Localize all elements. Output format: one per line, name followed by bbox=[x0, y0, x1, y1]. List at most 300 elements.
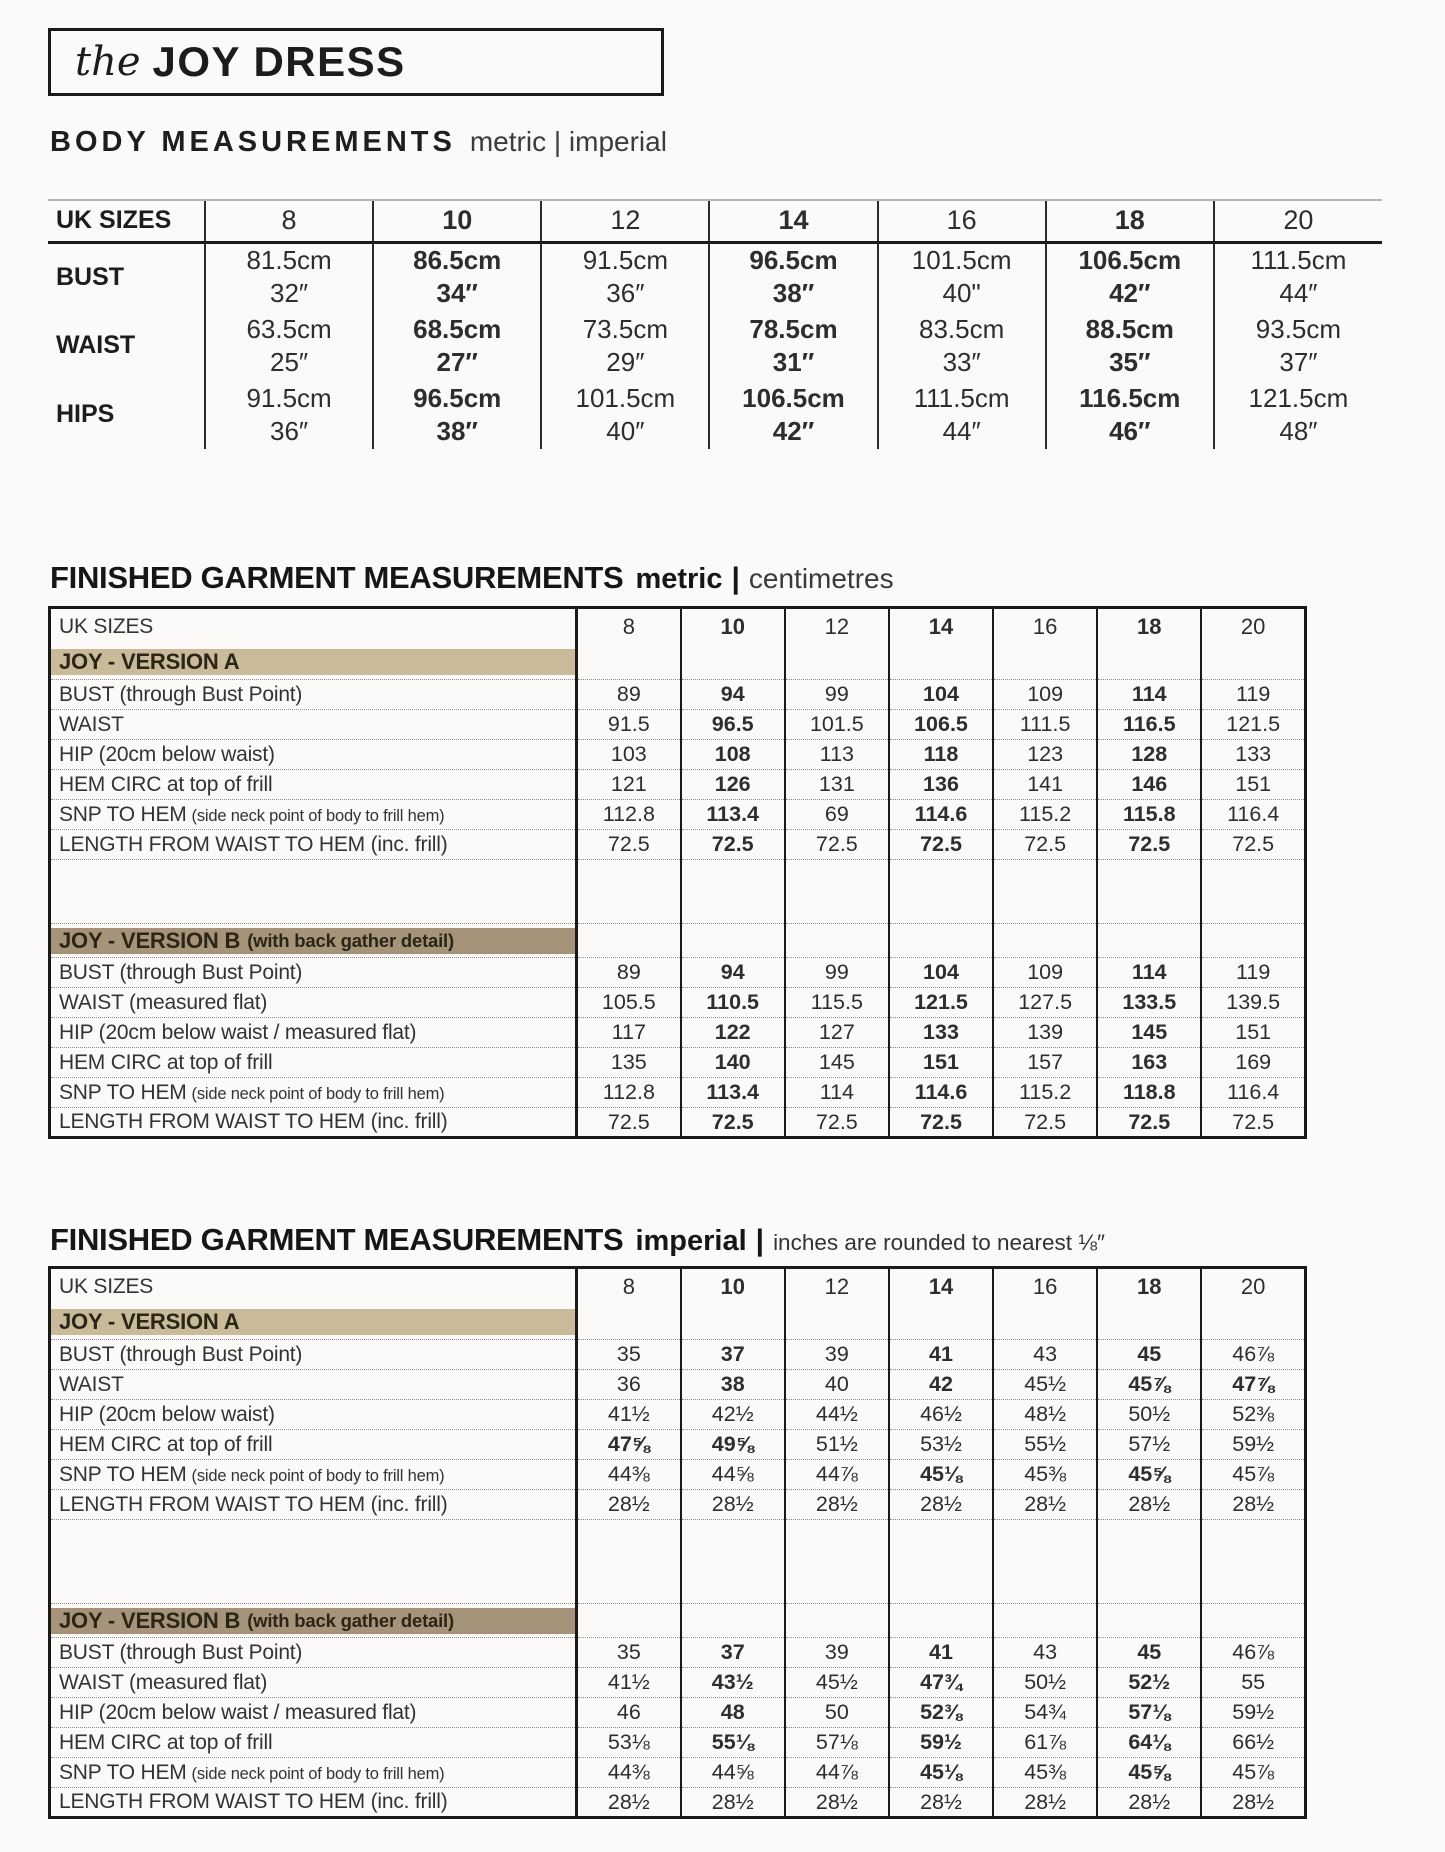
spacer-cell bbox=[681, 1520, 785, 1604]
value-cell bbox=[1046, 380, 1214, 449]
value-cell: 145 bbox=[785, 1048, 889, 1078]
cm-value: 63.5cm bbox=[246, 313, 332, 344]
value-cell: 42½ bbox=[681, 1400, 785, 1430]
value-cell: 139.5 bbox=[1201, 988, 1305, 1018]
uk-sizes-label: UK SIZES bbox=[50, 608, 577, 646]
finished-table bbox=[48, 606, 1307, 1139]
row-label-cell bbox=[50, 680, 577, 710]
value-cell: 28½ bbox=[577, 1490, 681, 1520]
table-row bbox=[48, 380, 1382, 449]
value-cell: 37 bbox=[681, 1340, 785, 1370]
empty-cell bbox=[1097, 646, 1201, 680]
inch-value: 38″ bbox=[436, 415, 478, 446]
table-row bbox=[50, 1400, 1306, 1430]
value-cell: 59½ bbox=[1201, 1698, 1305, 1728]
empty-cell bbox=[993, 646, 1097, 680]
inch-value: 33″ bbox=[942, 346, 981, 377]
value-cell bbox=[541, 380, 709, 449]
value-cell bbox=[878, 380, 1046, 449]
value-cell: 116.4 bbox=[1201, 800, 1305, 830]
row-label-cell bbox=[50, 1078, 577, 1108]
table-row bbox=[50, 1758, 1306, 1788]
size-header-cell: 12 bbox=[785, 1268, 889, 1306]
table-row bbox=[50, 1638, 1306, 1668]
value-cell: 114 bbox=[1097, 680, 1201, 710]
empty-cell bbox=[993, 924, 1097, 958]
value-cell: 45½ bbox=[993, 1370, 1097, 1400]
value-cell: 115.2 bbox=[993, 800, 1097, 830]
value-cell: 121.5 bbox=[889, 988, 993, 1018]
row-label-cell bbox=[50, 1340, 577, 1370]
value-cell: 45⅞ bbox=[1201, 1460, 1305, 1490]
value-cell: 52⅜ bbox=[1201, 1400, 1305, 1430]
page-title: JOY DRESS bbox=[152, 38, 406, 85]
size-header-cell: 14 bbox=[889, 1268, 993, 1306]
metric-heading-title: FINISHED GARMENT MEASUREMENTS bbox=[50, 560, 624, 595]
empty-cell bbox=[785, 1306, 889, 1340]
row-label: BUST (through Bust Point) bbox=[59, 682, 303, 706]
value-cell: 113 bbox=[785, 740, 889, 770]
row-label: HIP (20cm below waist) bbox=[59, 1402, 275, 1426]
version-band-row bbox=[50, 1306, 1306, 1340]
value-cell: 112.8 bbox=[577, 1078, 681, 1108]
inch-value: 38″ bbox=[772, 278, 815, 309]
value-cell: 64⅛ bbox=[1097, 1728, 1201, 1758]
body-table bbox=[48, 201, 1382, 449]
inch-value: 37″ bbox=[1279, 346, 1318, 377]
value-cell: 39 bbox=[785, 1638, 889, 1668]
row-label-cell bbox=[50, 770, 577, 800]
value-cell: 146 bbox=[1097, 770, 1201, 800]
size-header-cell: 18 bbox=[1046, 201, 1214, 242]
table-row bbox=[48, 242, 1382, 311]
cm-value: 101.5cm bbox=[575, 382, 676, 413]
version-band-row bbox=[50, 924, 1306, 958]
value-cell: 46⅞ bbox=[1201, 1638, 1305, 1668]
row-label-cell bbox=[50, 1430, 577, 1460]
cm-value: 91.5cm bbox=[582, 245, 668, 276]
value-cell: 45⅝ bbox=[1097, 1460, 1201, 1490]
value-cell: 119 bbox=[1201, 958, 1305, 988]
imperial-heading-unit: imperial bbox=[635, 1225, 747, 1257]
value-cell: 47⅞ bbox=[1201, 1370, 1305, 1400]
value-cell bbox=[1046, 242, 1214, 311]
value-cell: 28½ bbox=[1201, 1788, 1305, 1818]
value-cell: 43 bbox=[993, 1340, 1097, 1370]
metric-garment-table bbox=[48, 606, 1307, 1139]
row-label-cell bbox=[50, 1048, 577, 1078]
spacer-cell bbox=[1201, 1520, 1305, 1604]
value-cell: 126 bbox=[681, 770, 785, 800]
empty-cell bbox=[577, 646, 681, 680]
empty-cell bbox=[1201, 1306, 1305, 1340]
value-cell: 103 bbox=[577, 740, 681, 770]
value-cell: 44⅝ bbox=[681, 1758, 785, 1788]
value-cell: 114.6 bbox=[889, 1078, 993, 1108]
spacer-row bbox=[50, 1520, 1306, 1604]
metric-heading-pipe: | bbox=[731, 562, 740, 595]
uk-sizes-label: UK SIZES bbox=[50, 1268, 577, 1306]
row-label-cell bbox=[50, 830, 577, 860]
value-cell: 41½ bbox=[577, 1668, 681, 1698]
empty-cell bbox=[577, 1306, 681, 1340]
empty-cell bbox=[993, 1604, 1097, 1638]
value-cell: 44½ bbox=[785, 1400, 889, 1430]
version-band-label: JOY - VERSION A bbox=[59, 1309, 240, 1335]
empty-cell bbox=[681, 924, 785, 958]
title-the: the bbox=[75, 39, 141, 85]
value-cell: 104 bbox=[889, 680, 993, 710]
value-cell: 72.5 bbox=[577, 830, 681, 860]
size-header-cell: 8 bbox=[577, 1268, 681, 1306]
value-cell: 72.5 bbox=[889, 1108, 993, 1138]
value-cell: 72.5 bbox=[681, 1108, 785, 1138]
size-header-cell: 16 bbox=[878, 201, 1046, 242]
spacer-cell bbox=[577, 1520, 681, 1604]
value-cell: 115.8 bbox=[1097, 800, 1201, 830]
size-header-cell: 14 bbox=[709, 201, 877, 242]
value-cell: 45⅞ bbox=[1201, 1758, 1305, 1788]
inch-value: 48″ bbox=[1279, 415, 1318, 446]
value-cell: 72.5 bbox=[1201, 1108, 1305, 1138]
table-row bbox=[50, 1018, 1306, 1048]
row-label-cell bbox=[50, 1370, 577, 1400]
table-row bbox=[50, 1048, 1306, 1078]
spacer-cell bbox=[1097, 860, 1201, 924]
imperial-heading-pipe: | bbox=[755, 1224, 765, 1257]
value-cell: 48 bbox=[681, 1698, 785, 1728]
value-cell: 72.5 bbox=[1097, 830, 1201, 860]
cm-value: 106.5cm bbox=[742, 382, 845, 413]
cm-value: 86.5cm bbox=[413, 245, 502, 276]
version-band bbox=[51, 649, 575, 675]
value-cell: 52½ bbox=[1097, 1668, 1201, 1698]
value-cell: 40 bbox=[785, 1370, 889, 1400]
value-cell: 59½ bbox=[889, 1728, 993, 1758]
cm-value: 81.5cm bbox=[246, 245, 332, 276]
value-cell: 116.5 bbox=[1097, 710, 1201, 740]
inch-value: 29″ bbox=[606, 346, 645, 377]
value-cell: 44⅞ bbox=[785, 1758, 889, 1788]
value-cell: 69 bbox=[785, 800, 889, 830]
value-cell: 28½ bbox=[889, 1490, 993, 1520]
row-label-cell bbox=[50, 958, 577, 988]
empty-cell bbox=[577, 1604, 681, 1638]
row-label-cell bbox=[50, 740, 577, 770]
body-measurements-table bbox=[48, 201, 1382, 449]
value-cell bbox=[878, 311, 1046, 380]
value-cell: 28½ bbox=[889, 1788, 993, 1818]
row-label: WAIST bbox=[59, 1372, 124, 1396]
value-cell: 136 bbox=[889, 770, 993, 800]
value-cell: 55⅛ bbox=[681, 1728, 785, 1758]
metric-heading-detail: centimetres bbox=[748, 563, 894, 594]
table-row bbox=[50, 1370, 1306, 1400]
spacer-cell bbox=[1201, 860, 1305, 924]
value-cell: 28½ bbox=[1201, 1490, 1305, 1520]
size-header-cell: 8 bbox=[577, 608, 681, 646]
value-cell: 72.5 bbox=[785, 1108, 889, 1138]
value-cell: 36 bbox=[577, 1370, 681, 1400]
row-label: HIP (20cm below waist) bbox=[59, 742, 275, 766]
value-cell: 61⅞ bbox=[993, 1728, 1097, 1758]
row-label: SNP TO HEM bbox=[59, 802, 187, 826]
empty-cell bbox=[1201, 924, 1305, 958]
size-header-cell: 18 bbox=[1097, 1268, 1201, 1306]
value-cell: 28½ bbox=[1097, 1788, 1201, 1818]
table-row bbox=[50, 1698, 1306, 1728]
value-cell: 47¾ bbox=[889, 1668, 993, 1698]
empty-cell bbox=[681, 1604, 785, 1638]
value-cell: 99 bbox=[785, 680, 889, 710]
cm-value: 111.5cm bbox=[913, 382, 1010, 413]
cm-value: 83.5cm bbox=[919, 313, 1005, 344]
table-row bbox=[50, 1078, 1306, 1108]
value-cell: 157 bbox=[993, 1048, 1097, 1078]
version-band-note: (with back gather detail) bbox=[247, 1609, 454, 1631]
value-cell: 99 bbox=[785, 958, 889, 988]
value-cell: 45⅛ bbox=[889, 1460, 993, 1490]
size-header-cell: 12 bbox=[785, 608, 889, 646]
cm-value: 93.5cm bbox=[1255, 313, 1342, 344]
size-header-cell: 14 bbox=[889, 608, 993, 646]
value-cell: 127 bbox=[785, 1018, 889, 1048]
value-cell: 53⅛ bbox=[577, 1728, 681, 1758]
value-cell: 51½ bbox=[785, 1430, 889, 1460]
spacer-cell bbox=[889, 1520, 993, 1604]
value-cell: 54¾ bbox=[993, 1698, 1097, 1728]
spacer-cell bbox=[785, 860, 889, 924]
value-cell bbox=[373, 380, 541, 449]
value-cell: 113.4 bbox=[681, 800, 785, 830]
value-cell: 45⅜ bbox=[993, 1758, 1097, 1788]
table-row bbox=[50, 1340, 1306, 1370]
value-cell: 118 bbox=[889, 740, 993, 770]
value-cell: 123 bbox=[993, 740, 1097, 770]
size-header-cell: 10 bbox=[681, 1268, 785, 1306]
value-cell: 43½ bbox=[681, 1668, 785, 1698]
row-label-cell bbox=[50, 710, 577, 740]
row-label-cell bbox=[50, 1728, 577, 1758]
cm-value: 78.5cm bbox=[749, 313, 838, 344]
value-cell: 28½ bbox=[785, 1490, 889, 1520]
size-header-cell: 20 bbox=[1201, 608, 1305, 646]
value-cell: 109 bbox=[993, 958, 1097, 988]
value-cell: 41 bbox=[889, 1340, 993, 1370]
value-cell: 115.2 bbox=[993, 1078, 1097, 1108]
value-cell: 45⅛ bbox=[889, 1758, 993, 1788]
imperial-heading-note: inches are rounded to nearest ⅛″ bbox=[773, 1230, 1105, 1255]
uk-sizes-label: UK SIZES bbox=[48, 201, 205, 242]
value-cell bbox=[878, 242, 1046, 311]
value-cell: 89 bbox=[577, 680, 681, 710]
metric-heading-unit: metric bbox=[635, 563, 723, 595]
empty-cell bbox=[681, 1306, 785, 1340]
spacer-cell bbox=[50, 1520, 577, 1604]
imperial-heading-title: FINISHED GARMENT MEASUREMENTS bbox=[50, 1222, 624, 1257]
row-label: WAIST (measured flat) bbox=[59, 990, 268, 1014]
version-band-cell bbox=[50, 646, 577, 680]
value-cell: 91.5 bbox=[577, 710, 681, 740]
value-cell: 50½ bbox=[1097, 1400, 1201, 1430]
value-cell: 109 bbox=[993, 680, 1097, 710]
empty-cell bbox=[889, 646, 993, 680]
value-cell: 59½ bbox=[1201, 1430, 1305, 1460]
row-label: HEM CIRC at top of frill bbox=[59, 1432, 273, 1456]
value-cell: 39 bbox=[785, 1340, 889, 1370]
value-cell bbox=[373, 311, 541, 380]
cm-value: 121.5cm bbox=[1248, 382, 1349, 413]
value-cell bbox=[373, 242, 541, 311]
row-label: HIP (20cm below waist / measured flat) bbox=[59, 1700, 417, 1724]
value-cell bbox=[709, 311, 877, 380]
table-row bbox=[50, 1430, 1306, 1460]
body-measurements-units: metric | imperial bbox=[469, 126, 667, 157]
body-measurements-heading bbox=[50, 126, 667, 159]
empty-cell bbox=[889, 924, 993, 958]
value-cell: 114.6 bbox=[889, 800, 993, 830]
value-cell: 133 bbox=[1201, 740, 1305, 770]
cm-value: 111.5cm bbox=[1250, 245, 1347, 276]
version-band-label: JOY - VERSION B bbox=[59, 927, 241, 953]
row-label: LENGTH FROM WAIST TO HEM (inc. frill) bbox=[59, 1790, 448, 1813]
inch-value: 25″ bbox=[270, 346, 309, 377]
value-cell: 121 bbox=[577, 770, 681, 800]
version-band-cell bbox=[50, 1306, 577, 1340]
size-header-cell: 8 bbox=[205, 201, 373, 242]
value-cell: 112.8 bbox=[577, 800, 681, 830]
value-cell: 114 bbox=[785, 1078, 889, 1108]
value-cell bbox=[205, 242, 373, 311]
value-cell: 116.4 bbox=[1201, 1078, 1305, 1108]
value-cell: 45 bbox=[1097, 1638, 1201, 1668]
cm-value: 88.5cm bbox=[1085, 313, 1174, 344]
value-cell: 94 bbox=[681, 958, 785, 988]
value-cell: 28½ bbox=[681, 1490, 785, 1520]
spacer-cell bbox=[1097, 1520, 1201, 1604]
value-cell bbox=[709, 380, 877, 449]
value-cell bbox=[1214, 311, 1382, 380]
value-cell: 72.5 bbox=[1201, 830, 1305, 860]
size-header-cell: 16 bbox=[993, 608, 1097, 646]
empty-cell bbox=[1097, 1306, 1201, 1340]
value-cell: 169 bbox=[1201, 1048, 1305, 1078]
version-band-label: JOY - VERSION A bbox=[59, 649, 240, 675]
value-cell: 105.5 bbox=[577, 988, 681, 1018]
row-label: HEM CIRC at top of frill bbox=[59, 1730, 273, 1754]
table-row bbox=[50, 1460, 1306, 1490]
row-label: HIP (20cm below waist / measured flat) bbox=[59, 1020, 417, 1044]
value-cell: 45½ bbox=[785, 1668, 889, 1698]
value-cell: 117 bbox=[577, 1018, 681, 1048]
imperial-garment-table bbox=[48, 1266, 1307, 1819]
inch-value: 46″ bbox=[1109, 415, 1151, 446]
value-cell: 113.4 bbox=[681, 1078, 785, 1108]
table-row bbox=[50, 680, 1306, 710]
row-label: HEM CIRC at top of frill bbox=[59, 1050, 273, 1074]
value-cell: 46½ bbox=[889, 1400, 993, 1430]
value-cell: 41 bbox=[889, 1638, 993, 1668]
value-cell: 37 bbox=[681, 1638, 785, 1668]
version-band-note: (with back gather detail) bbox=[247, 929, 454, 951]
value-cell: 66½ bbox=[1201, 1728, 1305, 1758]
table-row bbox=[50, 740, 1306, 770]
title-box bbox=[48, 28, 664, 96]
inch-value: 36″ bbox=[270, 415, 309, 446]
table-row bbox=[50, 800, 1306, 830]
row-label: BUST (through Bust Point) bbox=[59, 1640, 303, 1664]
spacer-cell bbox=[50, 860, 577, 924]
row-label: LENGTH FROM WAIST TO HEM (inc. frill) bbox=[59, 1110, 448, 1133]
version-band-cell bbox=[50, 924, 577, 958]
row-label-cell bbox=[50, 1490, 577, 1520]
value-cell: 131 bbox=[785, 770, 889, 800]
value-cell: 35 bbox=[577, 1340, 681, 1370]
value-cell: 45⅜ bbox=[993, 1460, 1097, 1490]
cm-value: 91.5cm bbox=[246, 382, 332, 413]
value-cell: 119 bbox=[1201, 680, 1305, 710]
cm-value: 96.5cm bbox=[749, 245, 838, 276]
version-band-label: JOY - VERSION B bbox=[59, 1607, 241, 1633]
value-cell bbox=[1046, 311, 1214, 380]
version-band bbox=[51, 928, 575, 954]
row-label: SNP TO HEM bbox=[59, 1462, 187, 1486]
table-row bbox=[48, 311, 1382, 380]
spacer-cell bbox=[993, 1520, 1097, 1604]
row-label: LENGTH FROM WAIST TO HEM (inc. frill) bbox=[59, 1492, 448, 1516]
value-cell: 42 bbox=[889, 1370, 993, 1400]
empty-cell bbox=[1201, 646, 1305, 680]
empty-cell bbox=[681, 646, 785, 680]
value-cell: 48½ bbox=[993, 1400, 1097, 1430]
empty-cell bbox=[1201, 1604, 1305, 1638]
row-label-cell bbox=[50, 988, 577, 1018]
value-cell: 44⅝ bbox=[681, 1460, 785, 1490]
value-cell bbox=[205, 380, 373, 449]
imperial-section-heading bbox=[50, 1222, 1105, 1258]
value-cell: 121.5 bbox=[1201, 710, 1305, 740]
table-row bbox=[50, 1788, 1306, 1818]
row-label: HEM CIRC at top of frill bbox=[59, 772, 273, 796]
value-cell bbox=[541, 311, 709, 380]
value-cell: 106.5 bbox=[889, 710, 993, 740]
inch-value: 27″ bbox=[436, 346, 478, 377]
value-cell: 57⅛ bbox=[1097, 1698, 1201, 1728]
spacer-row bbox=[50, 860, 1306, 924]
table-header-row bbox=[50, 608, 1306, 646]
empty-cell bbox=[577, 924, 681, 958]
value-cell: 135 bbox=[577, 1048, 681, 1078]
value-cell: 89 bbox=[577, 958, 681, 988]
inch-value: 32″ bbox=[270, 278, 309, 309]
row-label-cell: BUST bbox=[56, 262, 125, 291]
value-cell: 55 bbox=[1201, 1668, 1305, 1698]
value-cell: 46⅞ bbox=[1201, 1340, 1305, 1370]
metric-section-heading bbox=[50, 560, 894, 596]
value-cell: 72.5 bbox=[681, 830, 785, 860]
inch-value: 35″ bbox=[1109, 346, 1151, 377]
inch-value: 44″ bbox=[1279, 278, 1318, 309]
table-row bbox=[50, 1668, 1306, 1698]
value-cell: 163 bbox=[1097, 1048, 1201, 1078]
value-cell: 114 bbox=[1097, 958, 1201, 988]
value-cell: 111.5 bbox=[993, 710, 1097, 740]
row-label-cell: HIPS bbox=[56, 400, 115, 428]
row-label-cell bbox=[50, 1638, 577, 1668]
value-cell: 72.5 bbox=[889, 830, 993, 860]
value-cell: 72.5 bbox=[1097, 1108, 1201, 1138]
inch-value: 34″ bbox=[436, 278, 478, 309]
